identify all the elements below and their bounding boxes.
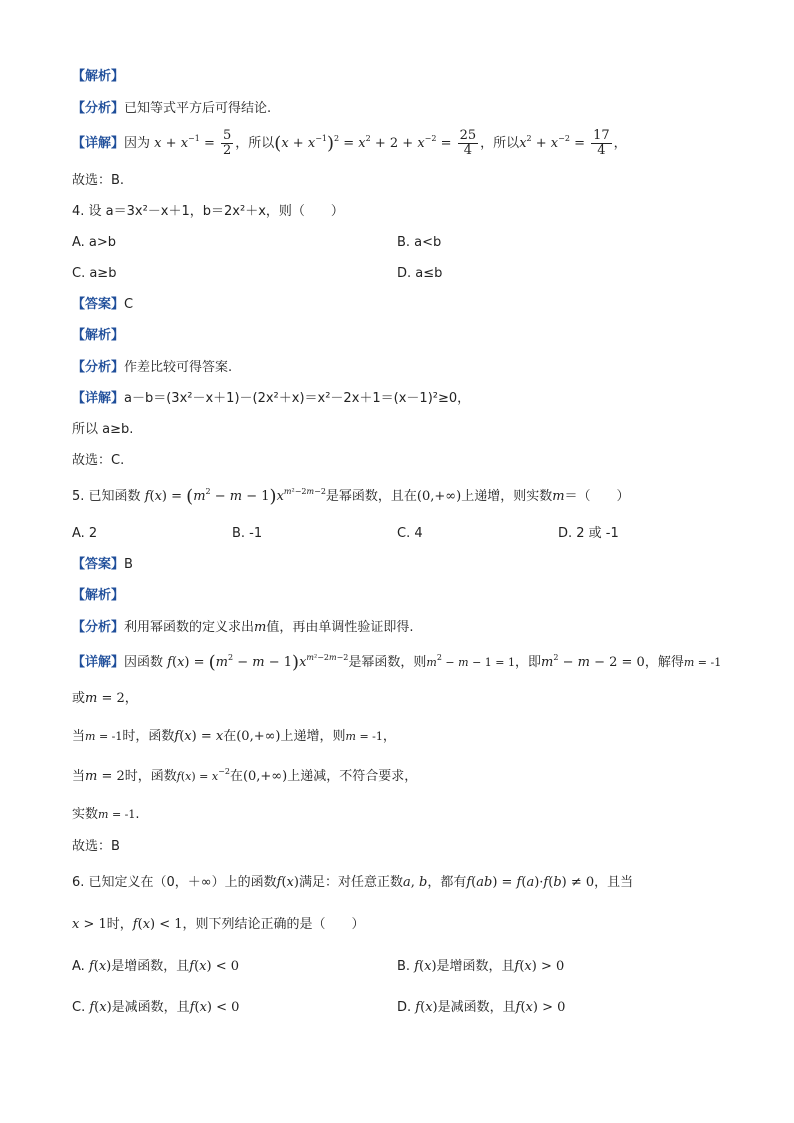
analysis-line	[72, 100, 271, 118]
math-expr: $(x + x^{-1})^2 = x^2 + 2 + x^{-2}$ =	[274, 133, 452, 154]
option-a: A. a>b	[72, 235, 117, 250]
option-a: A. 2	[72, 526, 98, 541]
detail-line: 或m = 2，	[72, 691, 138, 706]
math-expr: m = -1	[683, 656, 722, 669]
option-b: B. -1	[232, 526, 263, 541]
section-label: 【答案】	[72, 557, 125, 572]
option-d: D. f(x)是减函数，且f(x) > 0	[397, 1000, 566, 1015]
option-d: D. 2 或 -1	[558, 526, 619, 541]
option-b: B. f(x)是增函数，且f(x) > 0	[397, 959, 565, 974]
question-5-stem: 5. 已知函数 $f(x) = (m^2 - m - 1)x^{m^2-2m-2}$是幂函数，且在(0,+∞)上递增，则实数m＝（ ）	[72, 486, 630, 507]
section-label: 【解析】	[72, 588, 125, 603]
detail-line: 当m = 2时，函数$f(x) = x^{-2}$在(0,+∞)上递减，不符合要求，	[72, 767, 418, 784]
fraction: $\frac{5}{2}$	[223, 128, 232, 158]
option-d: D. a≤b	[397, 266, 443, 281]
section-label: 【分析】	[72, 101, 125, 116]
analysis-line: 【分析】作差比较可得答案.	[72, 360, 233, 375]
option-c: C. f(x)是减函数，且f(x) < 0	[72, 1000, 240, 1015]
math-expr: $m^2 - m - 2 = 0$	[541, 653, 645, 670]
question-6-stem-cont: x > 1时，f(x) < 1，则下列结论正确的是（ ）	[72, 917, 365, 932]
answer-line: 故选：B	[72, 839, 120, 854]
section-jiexi	[72, 327, 124, 345]
analysis-text: 已知等式平方后可得结论.	[124, 101, 272, 116]
detail-line: 【详解】因为 $x + x^{-1}$ = $\frac{5}{2}$ ，所以$(x + x^{-1})^2 = x^2 + 2 + x^{-2}$ = $\frac{25}{4}$ ，所以$x^2 + x^{-2}$ = $\frac{17}{4}$ ，	[72, 128, 627, 158]
question-6-stem: 6. 已知定义在（0，＋∞）上的函数f(x)满足：对任意正数a, b，都有f(ab) = f(a)·f(b) ≠ 0，且当	[72, 875, 634, 890]
math-expr: $f(x) = (m^2 - m - 1)x^{m^2-2m-2}$	[167, 652, 349, 673]
answer-line: 故选：C.	[72, 453, 125, 468]
detail-line: 【详解】因函数 $f(x) = (m^2 - m - 1)x^{m^2-2m-2}$是幂函数，则$m^2 - m - 1 = 1$，即$m^2 - m - 2 = 0$，解得m = -1	[72, 652, 722, 673]
math-expr: f(x) = x	[174, 729, 224, 744]
option-c: C. a≥b	[72, 266, 117, 281]
option-a: A. f(x)是增函数，且f(x) < 0	[72, 959, 239, 974]
math-expr: m = 2	[85, 691, 125, 706]
answer-line: 【答案】B	[72, 557, 133, 572]
section-label: 【答案】	[72, 297, 125, 312]
analysis-line: 【分析】利用幂函数的定义求出m值，再由单调性验证即得.	[72, 620, 414, 635]
detail-line: 当m = -1时，函数f(x) = x在(0,+∞)上递增，则m = -1，	[72, 729, 396, 744]
fraction: $\frac{25}{4}$	[459, 128, 477, 158]
math-expr: $f(x) = (m^2 - m - 1)x^{m^2-2m-2}$	[144, 486, 326, 507]
conclusion-line: 实数m = -1.	[72, 807, 140, 822]
question-4-stem: 4. 设 a＝3x²－x＋1，b＝2x²＋x，则（ ）	[72, 204, 344, 219]
math-expr: $x + x^{-1}$ =	[154, 134, 215, 151]
section-label: 【解析】	[72, 69, 125, 84]
detail-text: 因为	[124, 136, 151, 151]
section-label: 【解析】	[72, 328, 125, 343]
answer-line: 故选：B.	[72, 173, 125, 188]
section-label: 【分析】	[72, 620, 125, 635]
section-label: 【详解】	[72, 391, 125, 406]
section-label: 【详解】	[72, 655, 125, 670]
math-expr: $m^2 - m - 1 = 1$	[426, 653, 516, 669]
section-jiexi	[72, 587, 124, 605]
option-c: C. 4	[397, 526, 423, 541]
detail-line: 【详解】a－b＝(3x²－x＋1)－(2x²＋x)＝x²－2x＋1＝(x－1)²≥0，	[72, 391, 471, 406]
fraction: $\frac{17}{4}$	[593, 128, 610, 158]
section-label: 【分析】	[72, 360, 125, 375]
math-expr: $x^2 + x^{-2}$ =	[519, 134, 585, 151]
conclusion-line: 所以 a≥b.	[72, 422, 134, 437]
answer-line: 【答案】C	[72, 297, 134, 312]
section-jiexi	[72, 68, 124, 86]
section-label: 【详解】	[72, 136, 125, 151]
option-b: B. a<b	[397, 235, 442, 250]
math-expr: (0,+∞)	[416, 489, 462, 504]
